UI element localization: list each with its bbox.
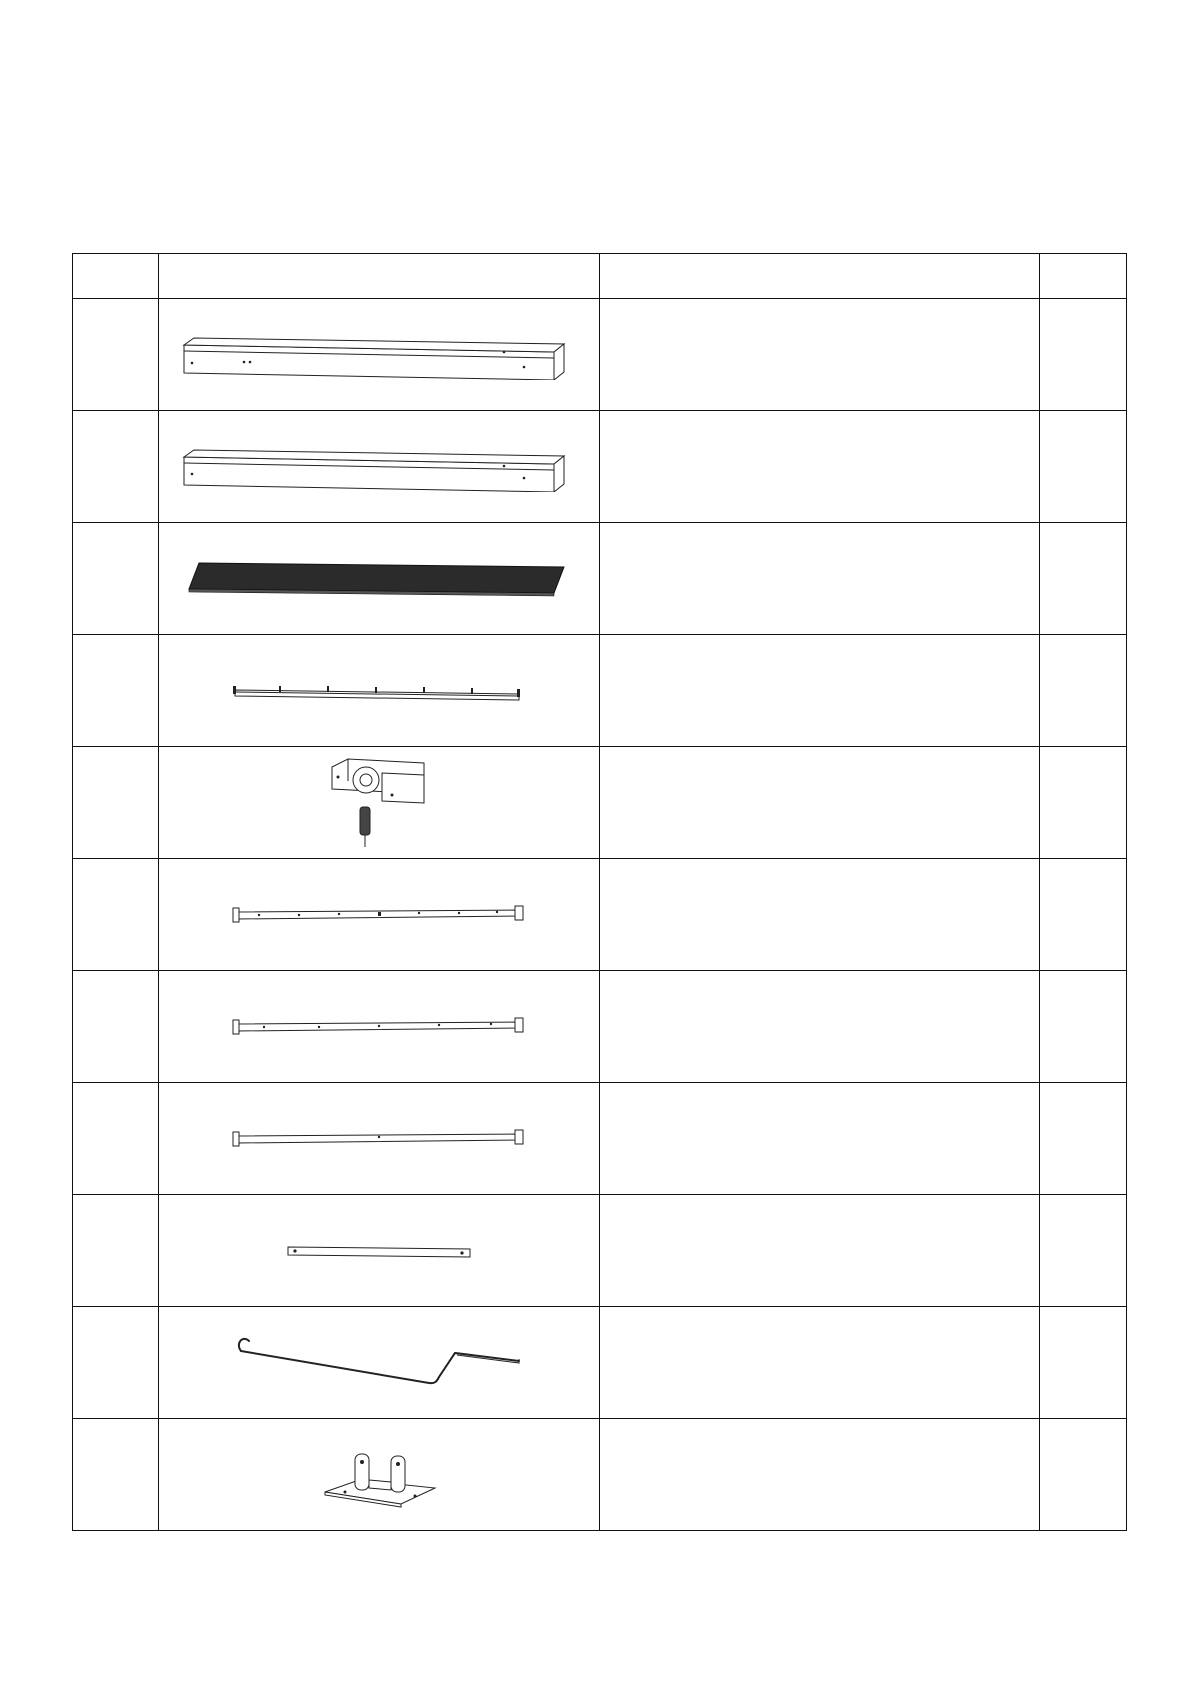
part-description	[600, 1307, 1040, 1419]
part-description	[600, 411, 1040, 523]
part-quantity	[1040, 523, 1127, 635]
table-row	[73, 299, 1127, 411]
table-row	[73, 411, 1127, 523]
rail-icon	[229, 1124, 529, 1154]
part-number	[73, 299, 159, 411]
part-image	[159, 1083, 600, 1195]
part-number	[73, 1307, 159, 1419]
part-number	[73, 411, 159, 523]
gear-bracket-icon	[324, 755, 434, 850]
crank-handle-icon	[229, 1333, 529, 1393]
header-cell	[1040, 254, 1127, 299]
part-quantity	[1040, 411, 1127, 523]
part-image	[159, 1307, 600, 1419]
square-tube-icon	[174, 442, 584, 492]
part-quantity	[1040, 1307, 1127, 1419]
header-cell	[159, 254, 600, 299]
part-number	[73, 747, 159, 859]
header-cell	[600, 254, 1040, 299]
table-row	[73, 523, 1127, 635]
part-description	[600, 1083, 1040, 1195]
part-image	[159, 299, 600, 411]
rail-icon	[229, 900, 529, 930]
part-quantity	[1040, 1195, 1127, 1307]
part-description	[600, 635, 1040, 747]
dark-panel-icon	[179, 559, 579, 599]
table-row	[73, 1083, 1127, 1195]
part-number	[73, 859, 159, 971]
part-number	[73, 635, 159, 747]
part-quantity	[1040, 971, 1127, 1083]
part-image	[159, 1419, 600, 1531]
part-description	[600, 859, 1040, 971]
square-tube-icon	[174, 330, 584, 380]
part-image	[159, 971, 600, 1083]
part-image	[159, 747, 600, 859]
part-description	[600, 747, 1040, 859]
part-number	[73, 523, 159, 635]
part-number	[73, 1083, 159, 1195]
part-image	[159, 523, 600, 635]
part-description	[600, 299, 1040, 411]
table-row	[73, 1195, 1127, 1307]
base-bracket-icon	[319, 1440, 439, 1510]
part-image	[159, 859, 600, 971]
rail-icon	[229, 1012, 529, 1042]
table-row	[73, 747, 1127, 859]
part-quantity	[1040, 1419, 1127, 1531]
table-row	[73, 859, 1127, 971]
header-cell	[73, 254, 159, 299]
part-description	[600, 523, 1040, 635]
parts-table	[72, 253, 1127, 1531]
part-image	[159, 411, 600, 523]
slotted-rail-icon	[229, 676, 529, 706]
part-description	[600, 1195, 1040, 1307]
part-image	[159, 1195, 600, 1307]
part-number	[73, 1419, 159, 1531]
table-row	[73, 971, 1127, 1083]
table-row	[73, 1419, 1127, 1531]
part-quantity	[1040, 299, 1127, 411]
part-image	[159, 635, 600, 747]
table-row	[73, 1307, 1127, 1419]
part-quantity	[1040, 635, 1127, 747]
part-description	[600, 971, 1040, 1083]
part-quantity	[1040, 747, 1127, 859]
table-header-row	[73, 254, 1127, 299]
part-description	[600, 1419, 1040, 1531]
part-number	[73, 1195, 159, 1307]
table-row	[73, 635, 1127, 747]
flat-bar-icon	[284, 1239, 474, 1263]
part-number	[73, 971, 159, 1083]
part-quantity	[1040, 859, 1127, 971]
part-quantity	[1040, 1083, 1127, 1195]
